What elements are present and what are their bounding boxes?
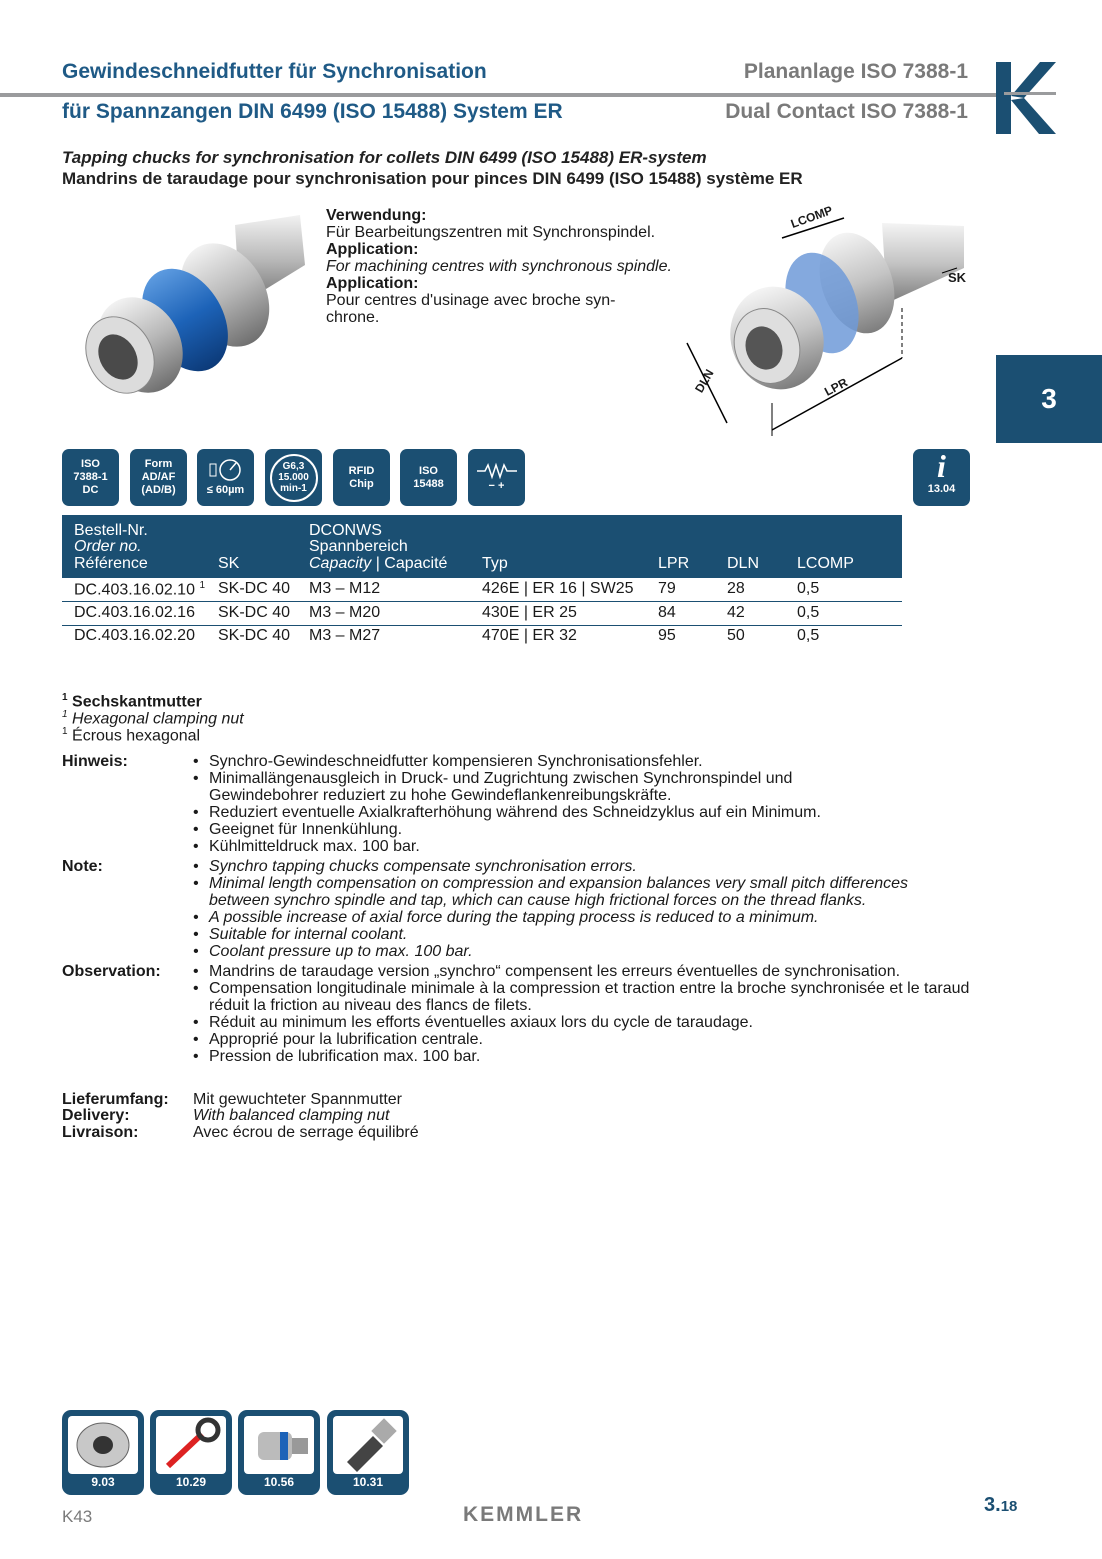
cell-lpr: 95	[658, 627, 676, 644]
accessory-pull-stud[interactable]	[327, 1410, 409, 1495]
delivery-fr: Avec écrou de serrage équilibré	[193, 1124, 419, 1141]
usage-en-label: Application:	[326, 241, 419, 258]
col-sk: SK	[218, 555, 240, 572]
cell-typ: 426E | ER 16 | SW25	[482, 580, 634, 597]
cell-sk: SK-DC 40	[218, 627, 291, 644]
accessory-page: 10.29	[175, 1475, 207, 1489]
table-row[interactable]	[62, 602, 902, 625]
icon-line: ISO	[81, 458, 100, 470]
wrench-icon	[156, 1416, 226, 1474]
technical-drawing	[672, 198, 978, 438]
cell-capacity: M3 – M12	[309, 580, 381, 597]
cell-order	[74, 580, 205, 599]
info-icon[interactable]	[913, 449, 970, 506]
cell-dln: 28	[727, 580, 745, 597]
iso-7388-dc-icon	[62, 449, 119, 506]
list-item: • Approprié pour la lubrification centrale.	[190, 1031, 990, 1048]
list-item: • Synchro tapping chucks compensate synchronisation errors.	[190, 858, 990, 875]
icon-line: Form	[144, 458, 173, 470]
col-order-en: Order no.	[74, 538, 142, 555]
cell-order-sup: 1	[199, 580, 205, 591]
accessory-mounting-device[interactable]	[238, 1410, 320, 1495]
col-capacity-sep: |	[371, 555, 385, 572]
rfid-chip-icon	[333, 449, 390, 506]
cell-dln: 42	[727, 604, 745, 621]
runout-gauge-icon	[197, 449, 254, 506]
cell-lpr: 79	[658, 580, 676, 597]
col-capacity	[309, 556, 447, 572]
icon-line: min-1	[280, 483, 307, 494]
header-title: Gewindeschneidfutter für Synchronisation	[62, 60, 487, 83]
drawing-label-dln: DLN	[692, 366, 717, 396]
notes-fr-list	[190, 963, 990, 1065]
list-item: • Kühlmitteldruck max. 100 bar.	[190, 838, 990, 855]
subtitle-en: Tapping chucks for synchronisation for collets DIN 6499 (ISO 15488) ER-system	[62, 148, 707, 167]
list-item: • Minimal length compensation on compression and expansion balances very small pitch differences between synchro spindle and tap, which can cause high frictional forces on the thread flanks.	[190, 875, 939, 909]
icon-line: 15488	[413, 477, 444, 490]
header-right-2: Dual Contact ISO 7388-1	[725, 100, 968, 123]
header-rule	[0, 93, 1000, 97]
icon-line: 15.000	[278, 472, 309, 483]
cell-lcomp: 0,5	[797, 604, 820, 621]
icon-line: RFID	[348, 464, 375, 477]
footnote-en-text: Hexagonal clamping nut	[72, 710, 244, 728]
notes-de-list	[190, 753, 990, 855]
page-number-sub: 18	[1000, 1498, 1018, 1515]
accessory-page: 9.03	[91, 1475, 115, 1489]
footnote-sup: 1	[62, 726, 68, 737]
col-dln: DLN	[727, 555, 760, 572]
accessory-wrench[interactable]	[150, 1410, 232, 1495]
icon-line: AD/AF	[141, 471, 176, 483]
footer-code: K43	[62, 1507, 93, 1526]
cell-order-text: DC.403.16.02.10	[74, 581, 195, 599]
list-item: • Mandrins de taraudage version „synchro“ compensent les erreurs éventuelles de synchronisation.	[190, 963, 990, 980]
cell-order: DC.403.16.02.20	[74, 627, 195, 644]
list-item: • Minimallängenausgleich in Druck- und Zugrichtung zwischen Synchronspindel und Gewindebohrer reduziert zu hohe Gewindeflankenreibungskräfte.	[190, 770, 829, 804]
delivery-de-label: Lieferumfang:	[62, 1091, 169, 1108]
usage-fr-text-2: chrone.	[326, 309, 380, 326]
cell-typ: 470E | ER 32	[482, 627, 577, 644]
cell-sk: SK-DC 40	[218, 604, 291, 621]
icon-line: G6,3	[282, 461, 305, 472]
table-row[interactable]	[62, 625, 902, 648]
balance-icon	[265, 449, 322, 506]
list-item: • Geeignet für Innenkühlung.	[190, 821, 990, 838]
page-number-main: 3.	[984, 1494, 1001, 1516]
list-item: • Coolant pressure up to max. 100 bar.	[190, 943, 990, 960]
footnote-de-text: Sechskantmutter	[72, 693, 202, 711]
list-item: • Compensation longitudinale minimale à la compression et traction entre la broche synchronisée et le taraud réduit la friction au niveau des flancs de filets.	[190, 980, 979, 1014]
col-capacity-fr: Capacité	[384, 555, 448, 572]
usage-fr-label: Application:	[326, 275, 419, 292]
list-item: • Suitable for internal coolant.	[190, 926, 990, 943]
col-spannbereich: Spannbereich	[309, 538, 408, 555]
icon-line: − +	[488, 480, 505, 492]
drawing-label-lpr: LPR	[822, 375, 850, 399]
collet-icon	[68, 1416, 138, 1474]
table-row[interactable]	[62, 578, 902, 601]
notes-fr-label: Observation:	[62, 963, 161, 980]
icon-line: ≤ 60µm	[206, 484, 245, 496]
cell-typ: 430E | ER 25	[482, 604, 577, 621]
list-item: • A possible increase of axial force during the tapping process is reduced to a minimum.	[190, 909, 990, 926]
cell-capacity: M3 – M27	[309, 627, 381, 644]
col-dconws: DCONWS	[309, 522, 382, 539]
iso-15488-icon	[400, 449, 457, 506]
footer-brand: KEMMLER	[463, 1503, 584, 1526]
notes-en-list	[190, 858, 990, 960]
accessory-page: 10.31	[352, 1475, 384, 1489]
cell-dln: 50	[727, 627, 745, 644]
drawing-label-lcomp: LCOMP	[788, 203, 835, 231]
usage-de-label: Verwendung:	[326, 207, 427, 224]
subtitle-fr: Mandrins de taraudage pour synchronisation pour pinces DIN 6499 (ISO 15488) système ER	[62, 169, 803, 188]
col-order-de: Bestell-Nr.	[74, 522, 148, 539]
col-lcomp: LCOMP	[797, 555, 854, 572]
mounting-device-icon	[244, 1416, 314, 1474]
cell-lpr: 84	[658, 604, 676, 621]
list-item: • Reduziert eventuelle Axialkrafterhöhung während des Schneidzyklus auf ein Minimum.	[190, 804, 990, 821]
cell-capacity: M3 – M20	[309, 604, 381, 621]
icon-line: ISO	[419, 464, 438, 477]
col-capacity-en: Capacity	[309, 555, 372, 572]
list-item: • Synchro-Gewindeschneidfutter kompensieren Synchronisationsfehler.	[190, 753, 990, 770]
icon-line: (AD/B)	[141, 484, 176, 496]
accessory-page: 10.56	[263, 1475, 295, 1489]
product-photo	[60, 205, 310, 405]
cell-lcomp: 0,5	[797, 627, 820, 644]
delivery-en-label: Delivery:	[62, 1107, 130, 1124]
usage-fr-text-1: Pour centres d'usinage avec broche syn-	[326, 292, 616, 309]
icon-line: DC	[82, 484, 99, 496]
drawing-label-sk: SK	[948, 270, 967, 285]
cell-order: DC.403.16.02.16	[74, 604, 195, 621]
footnote-sup: 1	[62, 692, 68, 703]
pull-stud-icon	[333, 1416, 403, 1474]
icon-line: 7388-1	[73, 471, 108, 483]
delivery-de: Mit gewuchteter Spannmutter	[193, 1091, 402, 1108]
notes-de-label: Hinweis:	[62, 753, 128, 770]
col-lpr: LPR	[658, 555, 690, 572]
header-right-1: Plananlage ISO 7388-1	[743, 60, 968, 83]
notes-en-label: Note:	[62, 858, 103, 875]
chapter-tab[interactable]: 3	[996, 355, 1102, 443]
footnote-fr	[62, 723, 200, 744]
info-symbol: i	[937, 448, 946, 484]
form-ad-af-icon	[130, 449, 187, 506]
icon-line: Chip	[349, 477, 374, 490]
usage-block	[326, 207, 686, 326]
col-order-fr: Référence	[74, 555, 148, 572]
header-subtitle: für Spannzangen DIN 6499 (ISO 15488) System ER	[62, 100, 563, 123]
kemmler-logo	[996, 62, 1056, 134]
length-compensation-icon	[468, 449, 525, 506]
list-item: • Réduit au minimum les efforts éventuelles axiaux lors du cycle de taraudage.	[190, 1014, 990, 1031]
usage-de-text: Für Bearbeitungszentren mit Synchronspindel.	[326, 224, 656, 241]
cell-lcomp: 0,5	[797, 580, 820, 597]
col-typ: Typ	[482, 555, 508, 572]
info-page-ref: 13.04	[927, 483, 956, 495]
footnote-fr-text: Écrous hexagonal	[72, 727, 201, 745]
table-header	[62, 515, 902, 578]
cell-sk: SK-DC 40	[218, 580, 291, 597]
delivery-fr-label: Livraison:	[62, 1124, 139, 1141]
footnote-sup: 1	[62, 709, 68, 720]
list-item: • Pression de lubrification max. 100 bar.	[190, 1048, 990, 1065]
accessory-collet[interactable]	[62, 1410, 144, 1495]
usage-en-text: For machining centres with synchronous spindle.	[326, 258, 672, 275]
page-number	[984, 1494, 1017, 1517]
delivery-en: With balanced clamping nut	[193, 1107, 390, 1124]
